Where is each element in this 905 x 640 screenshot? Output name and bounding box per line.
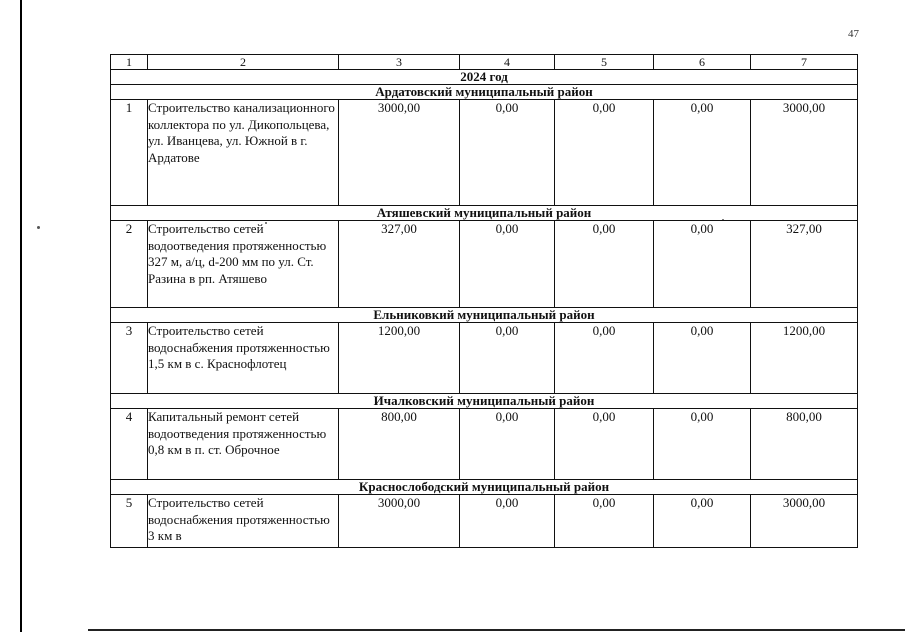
project-name: Строительство сетей водоотведения протяженностью 327 м, а/ц, d-200 мм по ул. Ст. Разина в рп. Атяшево bbox=[148, 221, 339, 308]
project-name: Капитальный ремонт сетей водоотведения протяженностью 0,8 км в п. ст. Оброчное bbox=[148, 409, 339, 480]
row-number: 2 bbox=[111, 221, 148, 308]
value-col-7: 327,00 bbox=[751, 221, 858, 308]
value-col-6: 0,00 bbox=[654, 323, 751, 394]
value-col-6: 0,00 bbox=[654, 221, 751, 308]
value-col-7: 800,00 bbox=[751, 409, 858, 480]
investment-table bbox=[110, 54, 858, 548]
scan-left-edge-line bbox=[20, 0, 22, 632]
value-col-3: 327,00 bbox=[339, 221, 460, 308]
value-col-4: 0,00 bbox=[460, 495, 555, 548]
scan-speck bbox=[37, 226, 40, 229]
table-row bbox=[111, 409, 858, 480]
column-header: 6 bbox=[654, 55, 751, 70]
value-col-6: 0,00 bbox=[654, 100, 751, 206]
scan-bottom-edge-line bbox=[88, 629, 905, 631]
value-col-5: 0,00 bbox=[555, 221, 654, 308]
district-heading: Ичалковский муниципальный район bbox=[111, 394, 858, 409]
row-number: 1 bbox=[111, 100, 148, 206]
column-header: 5 bbox=[555, 55, 654, 70]
column-header: 2 bbox=[148, 55, 339, 70]
district-row bbox=[111, 394, 858, 409]
row-number: 5 bbox=[111, 495, 148, 548]
project-name: Строительство канализационного коллектора по ул. Дикопольцева, ул. Иванцева, ул. Южной в г. Ардатове bbox=[148, 100, 339, 206]
value-col-7: 3000,00 bbox=[751, 495, 858, 548]
value-col-5: 0,00 bbox=[555, 323, 654, 394]
project-name: Строительство сетей водоснабжения протяженностью 3 км в bbox=[148, 495, 339, 548]
district-row bbox=[111, 480, 858, 495]
table-row bbox=[111, 495, 858, 548]
column-header: 7 bbox=[751, 55, 858, 70]
project-name: Строительство сетей водоснабжения протяженностью 1,5 км в с. Краснофлотец bbox=[148, 323, 339, 394]
value-col-3: 1200,00 bbox=[339, 323, 460, 394]
value-col-4: 0,00 bbox=[460, 409, 555, 480]
value-col-4: 0,00 bbox=[460, 323, 555, 394]
value-col-7: 1200,00 bbox=[751, 323, 858, 394]
year-row bbox=[111, 70, 858, 85]
district-heading: Ардатовский муниципальный район bbox=[111, 85, 858, 100]
column-header: 3 bbox=[339, 55, 460, 70]
district-heading: Атяшевский муниципальный район bbox=[111, 206, 858, 221]
table-row bbox=[111, 323, 858, 394]
page-number: 47 bbox=[848, 28, 859, 40]
column-header: 4 bbox=[460, 55, 555, 70]
row-number: 3 bbox=[111, 323, 148, 394]
value-col-6: 0,00 bbox=[654, 495, 751, 548]
table-row bbox=[111, 221, 858, 308]
table-row bbox=[111, 100, 858, 206]
value-col-5: 0,00 bbox=[555, 100, 654, 206]
value-col-7: 3000,00 bbox=[751, 100, 858, 206]
value-col-3: 3000,00 bbox=[339, 100, 460, 206]
column-number-header-row bbox=[111, 55, 858, 70]
district-heading: Краснослободский муниципальный район bbox=[111, 480, 858, 495]
value-col-3: 3000,00 bbox=[339, 495, 460, 548]
value-col-4: 0,00 bbox=[460, 221, 555, 308]
value-col-5: 0,00 bbox=[555, 409, 654, 480]
column-header: 1 bbox=[111, 55, 148, 70]
district-row bbox=[111, 308, 858, 323]
district-row bbox=[111, 206, 858, 221]
year-heading: 2024 год bbox=[111, 70, 858, 85]
value-col-5: 0,00 bbox=[555, 495, 654, 548]
value-col-4: 0,00 bbox=[460, 100, 555, 206]
row-number: 4 bbox=[111, 409, 148, 480]
district-row bbox=[111, 85, 858, 100]
value-col-3: 800,00 bbox=[339, 409, 460, 480]
value-col-6: 0,00 bbox=[654, 409, 751, 480]
district-heading: Ельниковкий муниципальный район bbox=[111, 308, 858, 323]
